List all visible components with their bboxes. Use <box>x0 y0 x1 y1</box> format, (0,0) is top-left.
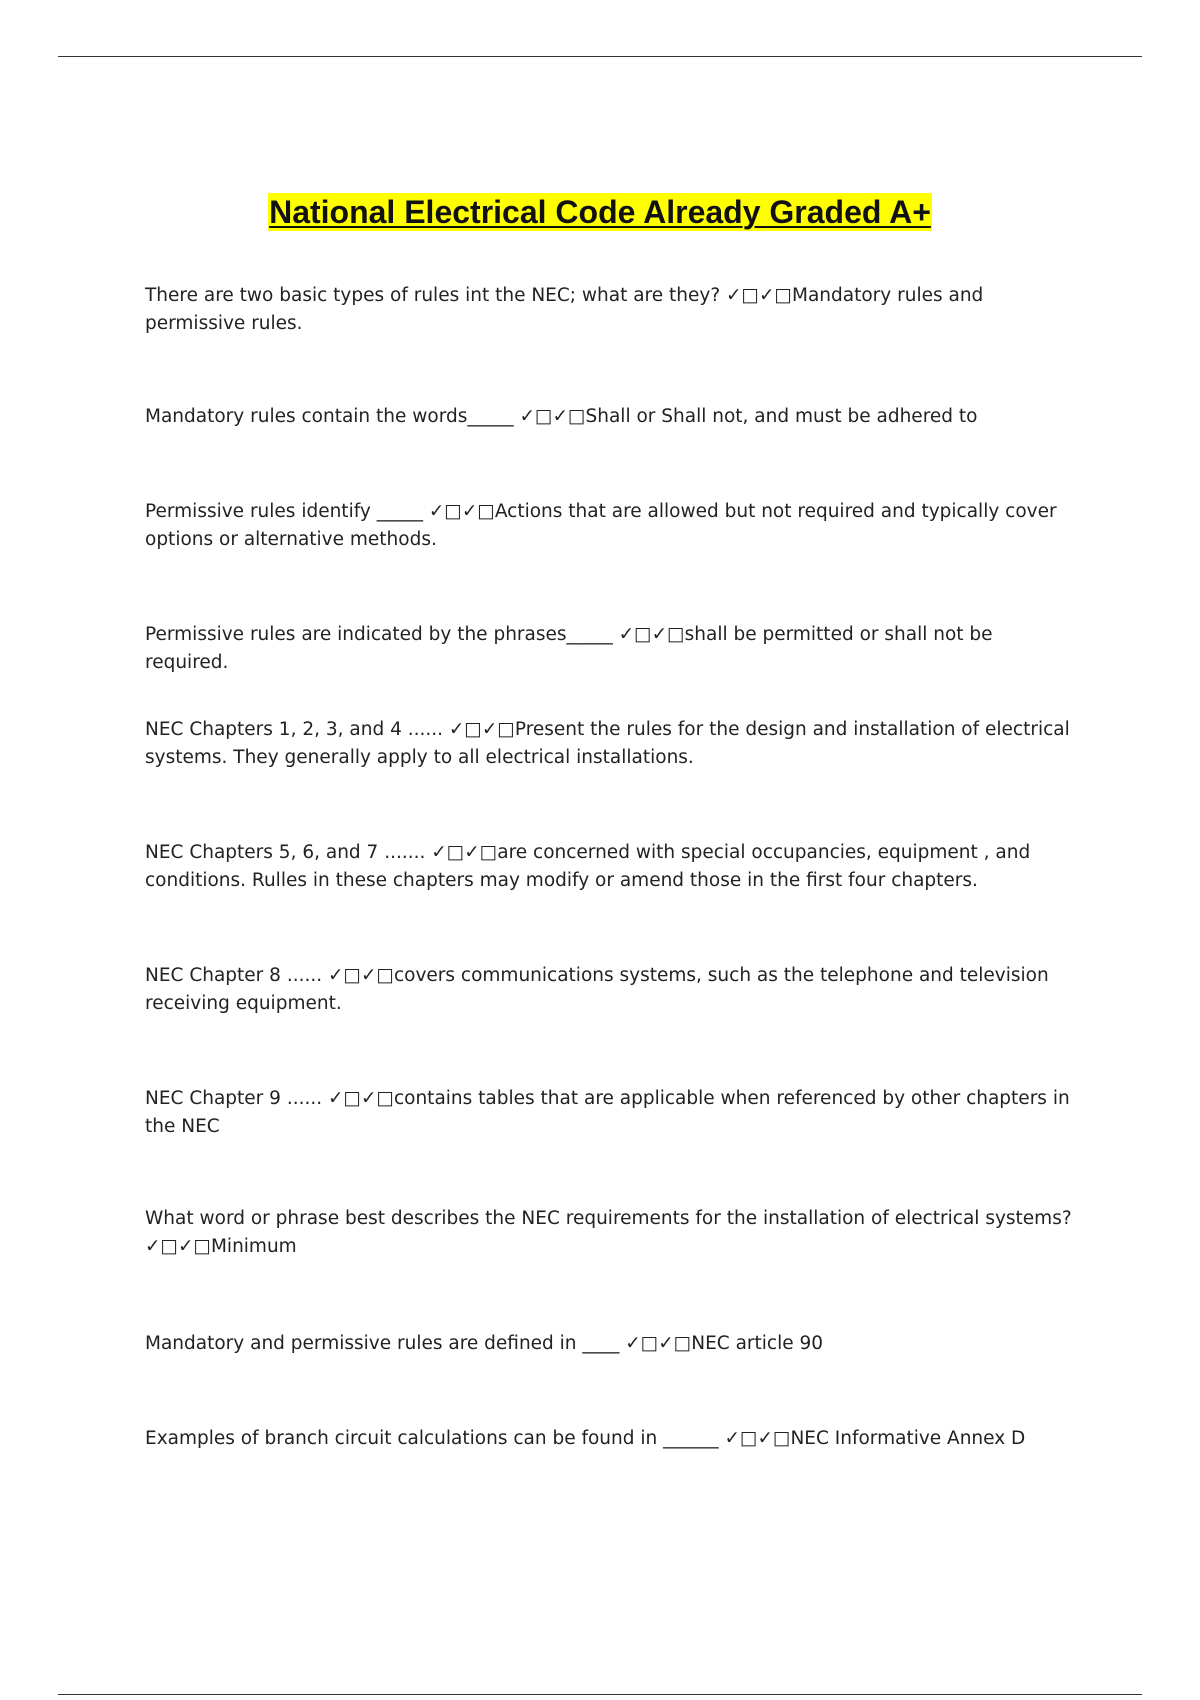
answer-text: covers communications systems, such as the telephone and television receiving equipment. <box>145 965 1049 1014</box>
answer-marker: ✓□✓□ <box>145 1236 211 1257</box>
question-text: What word or phrase best describes the NEC requirements for the installation of electrical systems? <box>145 1208 1072 1229</box>
answer-marker: ✓□✓□ <box>328 965 394 986</box>
answer-marker: ✓□✓□ <box>448 719 515 740</box>
qa-item <box>145 716 1080 772</box>
answer-marker: ✓□✓□ <box>519 406 586 427</box>
question-text: Examples of branch circuit calculations can be found in ______ <box>145 1428 725 1449</box>
qa-item <box>145 1425 1080 1453</box>
answer-marker: ✓□✓□ <box>625 1333 692 1354</box>
question-text: NEC Chapters 5, 6, and 7 ....... <box>145 842 432 863</box>
question-text: Permissive rules are indicated by the phrases_____ <box>145 624 619 645</box>
page-title: National Electrical Code Already Graded A+ <box>269 194 931 230</box>
answer-text: Mandatory rules and permissive rules. <box>145 285 984 334</box>
answer-text: NEC article 90 <box>691 1333 824 1354</box>
answer-text: shall be permitted or shall not be required. <box>145 624 993 673</box>
answer-text: Shall or Shall not, and must be adhered to <box>585 406 978 427</box>
qa-item <box>145 962 1080 1018</box>
answer-marker: ✓□✓□ <box>431 842 498 863</box>
answer-text: Minimum <box>210 1236 297 1257</box>
question-text: NEC Chapters 1, 2, 3, and 4 ...... <box>145 719 449 740</box>
question-text: Mandatory rules contain the words_____ <box>145 406 520 427</box>
answer-marker: ✓□✓□ <box>726 285 792 306</box>
answer-marker: ✓□✓□ <box>328 1088 394 1109</box>
answer-text: contains tables that are applicable when referenced by other chapters in the NEC <box>145 1088 1070 1137</box>
question-text: NEC Chapter 9 ...... <box>145 1088 328 1109</box>
qa-item <box>145 498 1080 554</box>
answer-text: are concerned with special occupancies, equipment , and conditions. Rulles in these chapters may modify or amend those in the first four chapters. <box>145 842 1031 891</box>
title-block <box>0 193 1200 231</box>
answer-marker: ✓□✓□ <box>724 1428 791 1449</box>
qa-item <box>145 403 1080 431</box>
page-bottom-rule <box>58 1694 1142 1695</box>
qa-item <box>145 621 1080 677</box>
answer-marker: ✓□✓□ <box>428 501 495 522</box>
answer-text: Present the rules for the design and installation of electrical systems. They generally apply to all electrical installations. <box>145 719 1070 768</box>
qa-item <box>145 1205 1080 1261</box>
question-text: NEC Chapter 8 ...... <box>145 965 328 986</box>
answer-text: NEC Informative Annex D <box>790 1428 1026 1449</box>
answer-marker: ✓□✓□ <box>618 624 685 645</box>
question-text: Permissive rules identify _____ <box>145 501 429 522</box>
answer-text: Actions that are allowed but not required and typically cover options or alternative methods. <box>145 501 1057 550</box>
qa-item <box>145 282 1080 338</box>
question-text: Mandatory and permissive rules are defined in ____ <box>145 1333 626 1354</box>
qa-item <box>145 1330 1080 1358</box>
page-top-rule <box>58 56 1142 57</box>
qa-item <box>145 1085 1080 1141</box>
qa-item <box>145 839 1080 895</box>
question-text: There are two basic types of rules int the NEC; what are they? <box>145 285 727 306</box>
